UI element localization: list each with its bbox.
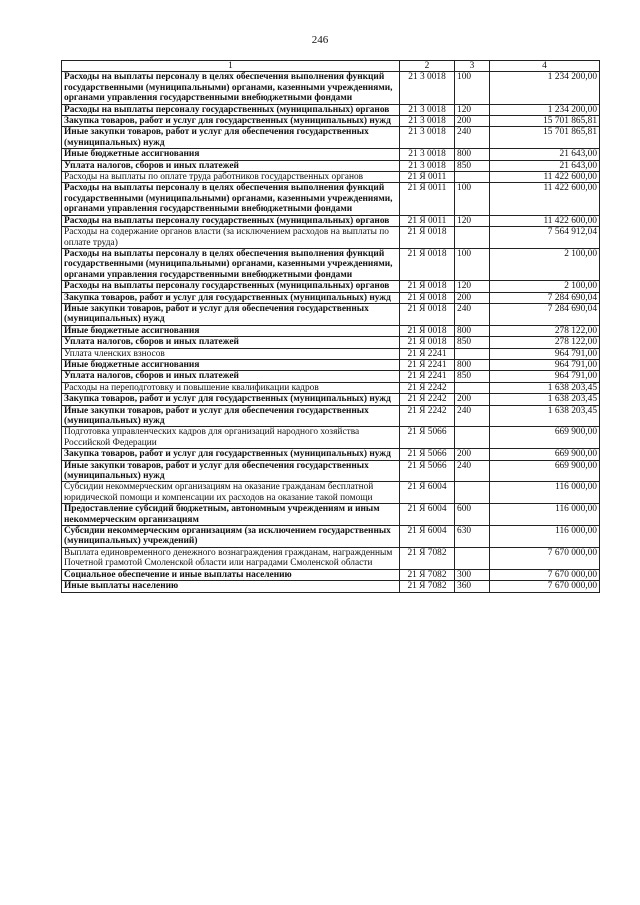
table-row [62,449,600,460]
expense-name-cell: Расходы на выплаты персоналу в целях обеспечения выполнения функций государственными (муниципальными) органами, казенными учреждениями, органами управления государственными внебюджетными фондами [62,183,400,215]
page-number: 246 [311,34,329,46]
expense-name-cell: Расходы на выплаты по оплате труда работников государственных органов [62,172,400,183]
amount-cell: 964 791,00 [490,359,600,370]
target-code-cell: 21 Я 0018 [400,303,455,325]
expense-type-cell: 100 [455,72,490,104]
table-row [62,337,600,348]
amount-cell: 278 122,00 [490,337,600,348]
table-row [62,292,600,303]
table-row [62,325,600,336]
amount-cell: 21 643,00 [490,149,600,160]
header-col-1: 1 [62,61,400,72]
target-code-cell: 21 Я 2241 [400,359,455,370]
table-row [62,149,600,160]
expense-name-cell: Субсидии некоммерческим организациям на оказание гражданам бесплатной юридической помощи и компенсации их расходов на оказание такой помощи [62,482,400,504]
expense-name-cell: Субсидии некоммерческим организациям (за исключением государственных (муниципальных) учреждений) [62,526,400,548]
target-code-cell: 21 Я 2242 [400,382,455,393]
expense-type-cell: 240 [455,303,490,325]
expense-name-cell: Закупка товаров, работ и услуг для государственных (муниципальных) нужд [62,449,400,460]
target-code-cell: 21 Я 0018 [400,248,455,280]
expense-type-cell: 850 [455,160,490,171]
expense-type-cell: 360 [455,581,490,592]
table-row [62,215,600,226]
table-row [62,127,600,149]
expense-name-cell: Иные выплаты населению [62,581,400,592]
amount-cell: 11 422 600,00 [490,183,600,215]
expense-name-cell: Уплата налогов, сборов и иных платежей [62,371,400,382]
expense-name-cell: Расходы на содержание органов власти (за исключением расходов на выплаты по оплате труда) [62,227,400,249]
amount-cell: 669 900,00 [490,460,600,482]
target-code-cell: 21 Я 0018 [400,227,455,249]
expense-name-cell: Расходы на выплаты персоналу государственных (муниципальных) органов [62,104,400,115]
target-code-cell: 21 Я 6004 [400,526,455,548]
table-row [62,460,600,482]
target-code-cell: 21 Я 7082 [400,581,455,592]
expense-type-cell: 630 [455,526,490,548]
table-row [62,504,600,526]
expense-name-cell: Предоставление субсидий бюджетным, автономным учреждениям и иным некоммерческим организациям [62,504,400,526]
expense-type-cell: 850 [455,337,490,348]
expense-type-cell: 120 [455,104,490,115]
expense-type-cell [455,382,490,393]
target-code-cell: 21 Я 5066 [400,427,455,449]
expense-type-cell: 120 [455,281,490,292]
expense-name-cell: Уплата налогов, сборов и иных платежей [62,337,400,348]
expense-type-cell [455,172,490,183]
table-row [62,526,600,548]
amount-cell: 1 638 203,45 [490,382,600,393]
target-code-cell: 21 Я 0018 [400,292,455,303]
expense-name-cell: Закупка товаров, работ и услуг для государственных (муниципальных) нужд [62,116,400,127]
expense-type-cell: 850 [455,371,490,382]
target-code-cell: 21 Я 2241 [400,348,455,359]
amount-cell: 116 000,00 [490,482,600,504]
amount-cell: 7 284 690,04 [490,292,600,303]
amount-cell: 2 100,00 [490,281,600,292]
table-row [62,160,600,171]
amount-cell: 669 900,00 [490,427,600,449]
amount-cell: 7 670 000,00 [490,581,600,592]
expense-type-cell: 100 [455,183,490,215]
table-row [62,405,600,427]
expense-name-cell: Иные закупки товаров, работ и услуг для обеспечения государственных (муниципальных) нужд [62,127,400,149]
expense-type-cell: 200 [455,449,490,460]
target-code-cell: 21 Я 0011 [400,172,455,183]
amount-cell: 15 701 865,81 [490,127,600,149]
expense-name-cell: Иные бюджетные ассигнования [62,149,400,160]
expense-name-cell: Иные бюджетные ассигнования [62,359,400,370]
amount-cell: 1 638 203,45 [490,394,600,405]
table-row [62,371,600,382]
budget-table [61,60,600,593]
target-code-cell: 21 Я 0011 [400,215,455,226]
amount-cell: 7 670 000,00 [490,569,600,580]
amount-cell: 1 638 203,45 [490,405,600,427]
expense-type-cell: 800 [455,325,490,336]
expense-type-cell: 600 [455,504,490,526]
target-code-cell: 21 Я 2241 [400,371,455,382]
table-row [62,427,600,449]
expense-type-cell: 300 [455,569,490,580]
header-row [62,61,600,72]
expense-type-cell: 200 [455,394,490,405]
amount-cell: 15 701 865,81 [490,116,600,127]
expense-name-cell: Уплата членских взносов [62,348,400,359]
expense-name-cell: Уплата налогов, сборов и иных платежей [62,160,400,171]
target-code-cell: 21 Я 2242 [400,405,455,427]
expense-name-cell: Иные закупки товаров, работ и услуг для обеспечения государственных (муниципальных) нужд [62,405,400,427]
table-row [62,227,600,249]
target-code-cell: 21 Я 6004 [400,504,455,526]
expense-name-cell: Расходы на выплаты персоналу государственных (муниципальных) органов [62,215,400,226]
amount-cell: 21 643,00 [490,160,600,171]
expense-type-cell [455,547,490,569]
target-code-cell: 21 Я 6004 [400,482,455,504]
expense-name-cell: Расходы на выплаты персоналу в целях обеспечения выполнения функций государственными (муниципальными) органами, казенными учреждениями, органами управления государственными внебюджетными фондами [62,248,400,280]
table-row [62,104,600,115]
expense-type-cell: 100 [455,248,490,280]
expense-name-cell: Иные бюджетные ассигнования [62,325,400,336]
table-header [62,61,600,72]
table-row [62,281,600,292]
amount-cell: 2 100,00 [490,248,600,280]
header-col-3: 3 [455,61,490,72]
expense-type-cell [455,427,490,449]
amount-cell: 669 900,00 [490,449,600,460]
table-row [62,248,600,280]
table-row [62,359,600,370]
target-code-cell: 21 3 0018 [400,127,455,149]
target-code-cell: 21 3 0018 [400,104,455,115]
expense-type-cell: 800 [455,359,490,370]
expense-name-cell: Закупка товаров, работ и услуг для государственных (муниципальных) нужд [62,394,400,405]
table-row [62,183,600,215]
target-code-cell: 21 Я 0011 [400,183,455,215]
amount-cell: 7 564 912,04 [490,227,600,249]
expense-name-cell: Расходы на выплаты персоналу в целях обеспечения выполнения функций государственными (муниципальными) органами, казенными учреждениями, органами управления государственными внебюджетными фондами [62,72,400,104]
target-code-cell: 21 3 0018 [400,116,455,127]
target-code-cell: 21 3 0018 [400,72,455,104]
target-code-cell: 21 Я 5066 [400,460,455,482]
header-col-4: 4 [490,61,600,72]
table-row [62,547,600,569]
table-row [62,303,600,325]
expense-type-cell: 800 [455,149,490,160]
table-row [62,172,600,183]
amount-cell: 11 422 600,00 [490,172,600,183]
expense-name-cell: Подготовка управленческих кадров для организаций народного хозяйства Российской Федерации [62,427,400,449]
table-row [62,581,600,592]
target-code-cell: 21 Я 0018 [400,281,455,292]
amount-cell: 7 284 690,04 [490,303,600,325]
amount-cell: 964 791,00 [490,371,600,382]
table-row [62,394,600,405]
target-code-cell: 21 Я 7082 [400,547,455,569]
table-row [62,116,600,127]
table-row [62,348,600,359]
expense-name-cell: Иные закупки товаров, работ и услуг для обеспечения государственных (муниципальных) нужд [62,460,400,482]
expense-type-cell: 240 [455,127,490,149]
table-row [62,482,600,504]
table-row [62,569,600,580]
expense-type-cell [455,348,490,359]
amount-cell: 116 000,00 [490,504,600,526]
expense-name-cell: Расходы на переподготовку и повышение квалификации кадров [62,382,400,393]
target-code-cell: 21 Я 7082 [400,569,455,580]
header-col-2: 2 [400,61,455,72]
expense-type-cell: 200 [455,292,490,303]
target-code-cell: 21 Я 2242 [400,394,455,405]
expense-name-cell: Иные закупки товаров, работ и услуг для обеспечения государственных (муниципальных) нужд [62,303,400,325]
target-code-cell: 21 3 0018 [400,160,455,171]
target-code-cell: 21 Я 0018 [400,325,455,336]
expense-type-cell: 240 [455,405,490,427]
target-code-cell: 21 Я 5066 [400,449,455,460]
amount-cell: 964 791,00 [490,348,600,359]
amount-cell: 1 234 200,00 [490,72,600,104]
table-row [62,382,600,393]
expense-type-cell [455,482,490,504]
table-body [62,72,600,592]
expense-type-cell: 200 [455,116,490,127]
amount-cell: 116 000,00 [490,526,600,548]
target-code-cell: 21 3 0018 [400,149,455,160]
expense-name-cell: Закупка товаров, работ и услуг для государственных (муниципальных) нужд [62,292,400,303]
table-row [62,72,600,104]
expense-type-cell [455,227,490,249]
expense-name-cell: Расходы на выплаты персоналу государственных (муниципальных) органов [62,281,400,292]
expense-type-cell: 240 [455,460,490,482]
expense-name-cell: Выплата единовременного денежного вознаграждения гражданам, награжденным Почетной грамотой Смоленской области или наградами Смоленской области [62,547,400,569]
amount-cell: 1 234 200,00 [490,104,600,115]
amount-cell: 278 122,00 [490,325,600,336]
expense-name-cell: Социальное обеспечение и иные выплаты населению [62,569,400,580]
target-code-cell: 21 Я 0018 [400,337,455,348]
expense-type-cell: 120 [455,215,490,226]
amount-cell: 11 422 600,00 [490,215,600,226]
amount-cell: 7 670 000,00 [490,547,600,569]
